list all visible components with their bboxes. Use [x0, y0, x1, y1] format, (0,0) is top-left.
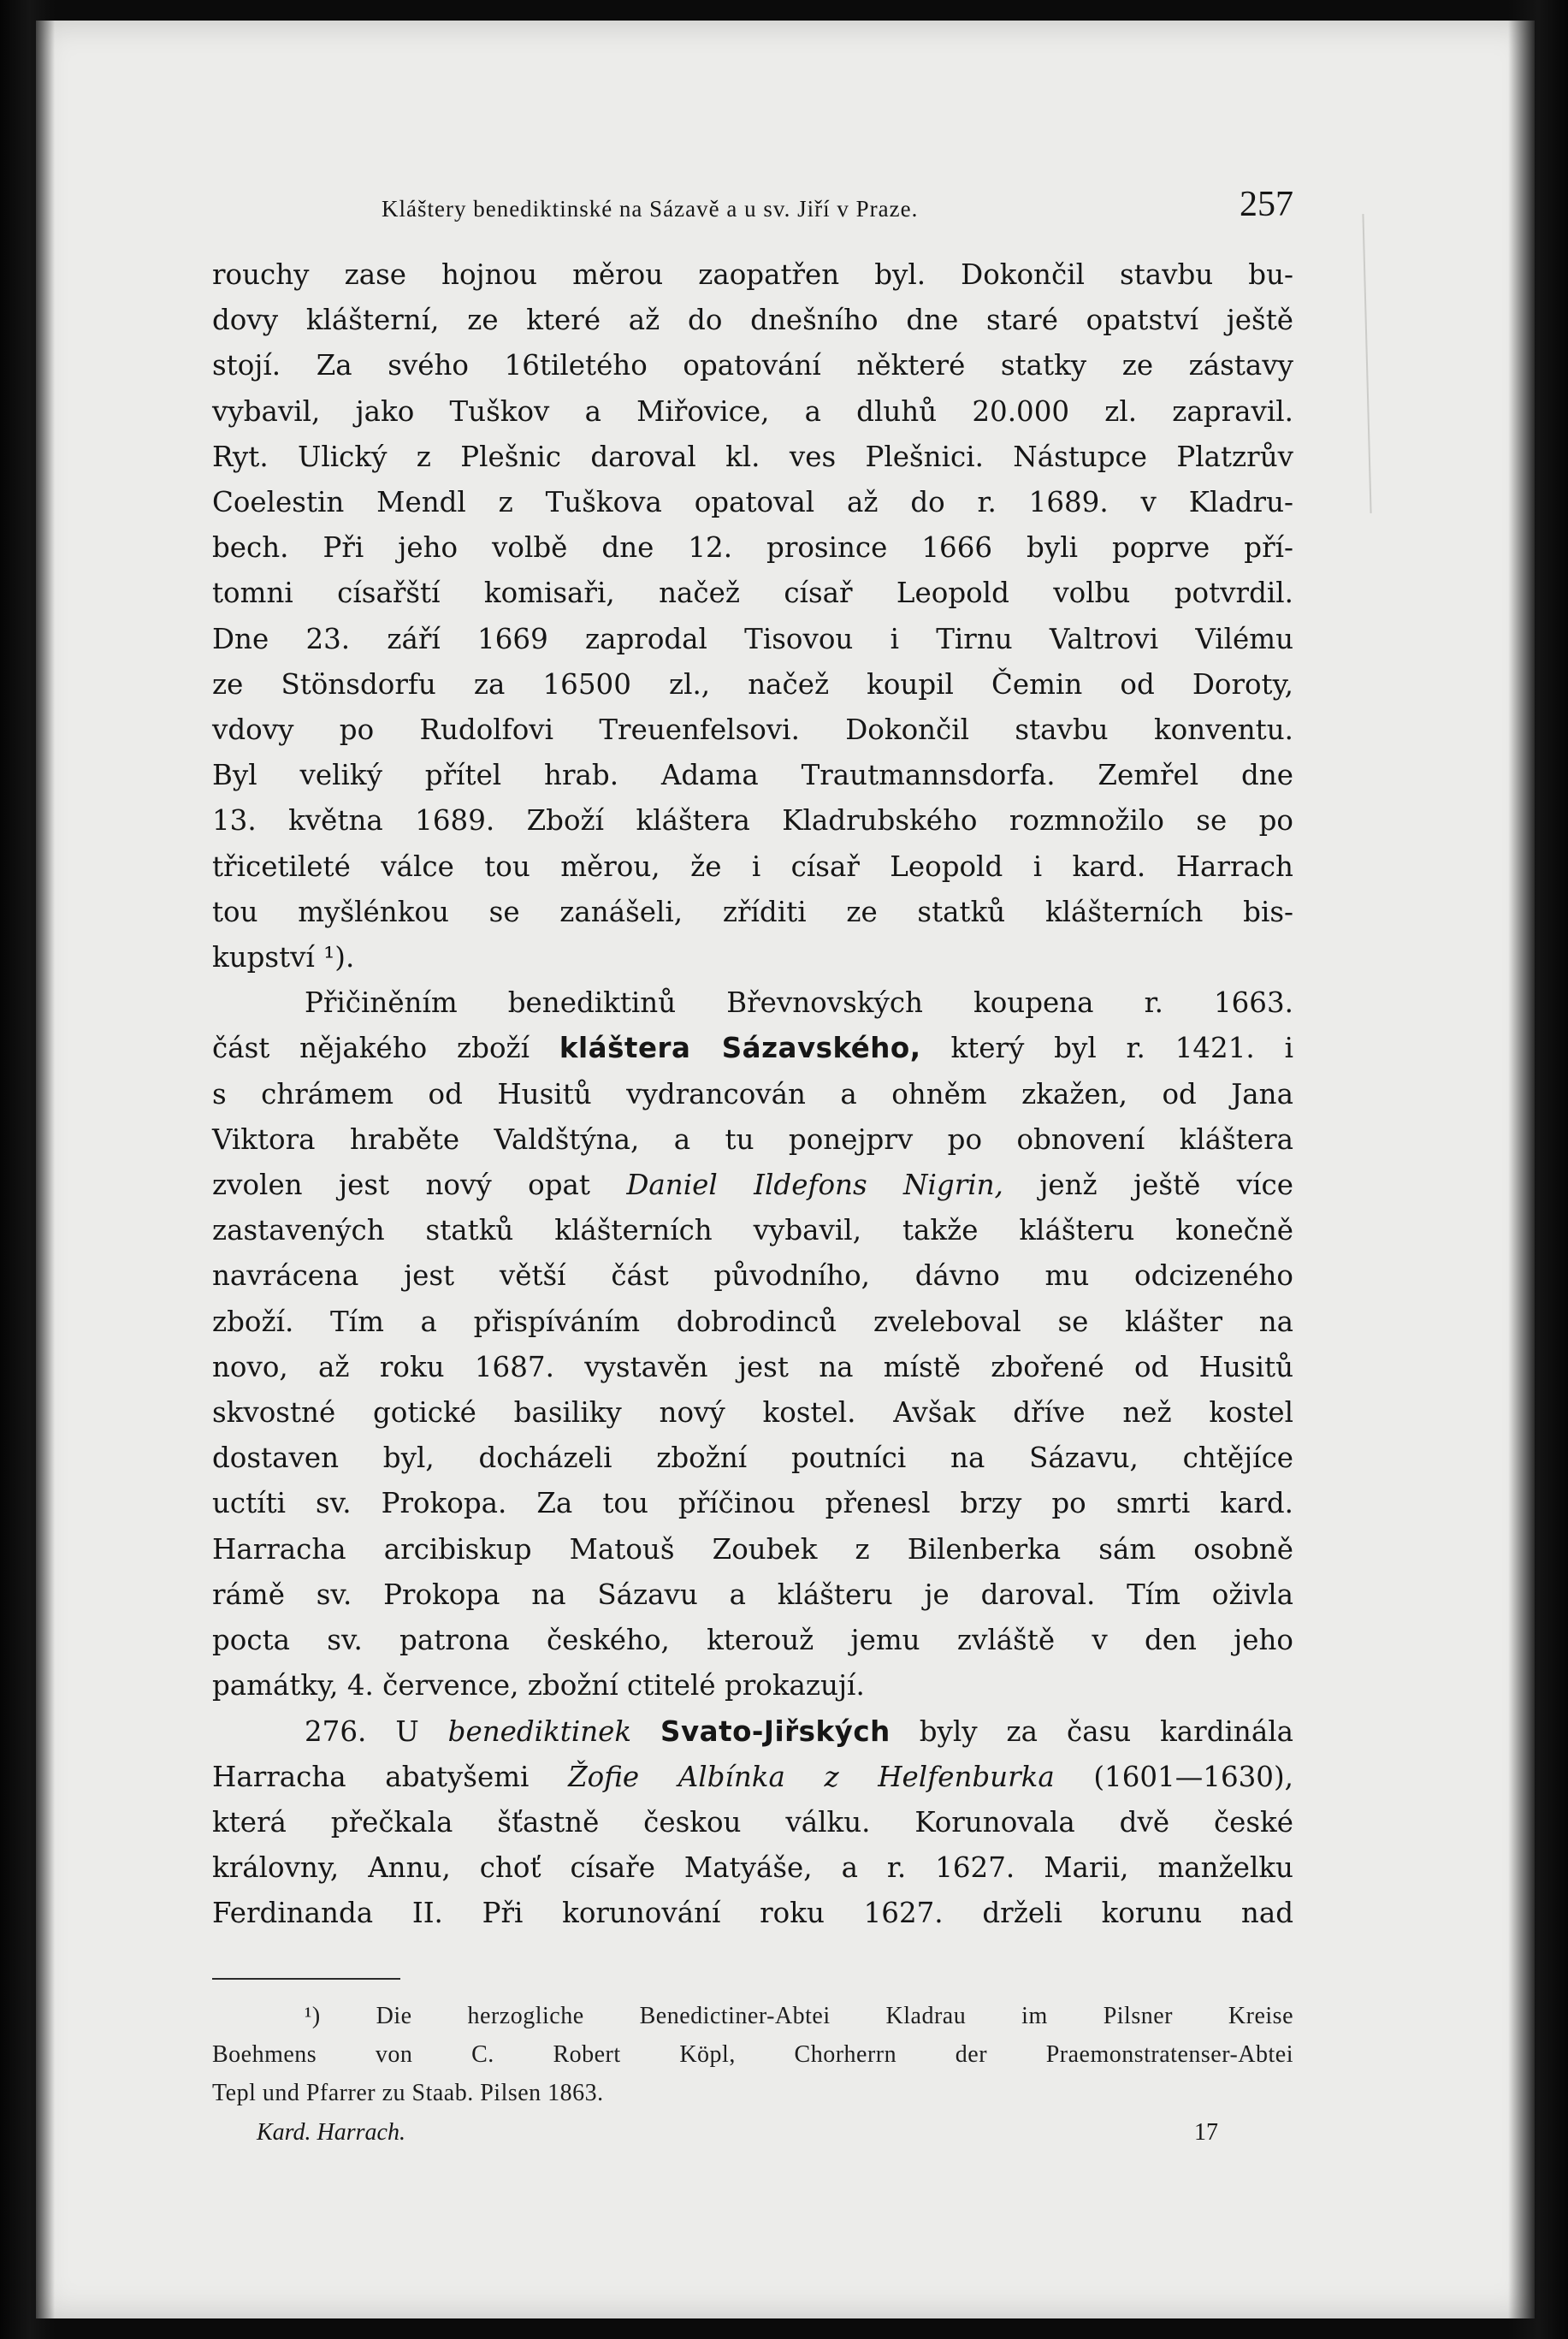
- text-line: tomni císařští komisaři, načež císař Leopold volbu potvrdil.: [212, 577, 1293, 610]
- page-number: 257: [1240, 185, 1293, 224]
- text-line: 13. května 1689. Zboží kláštera Kladrubského rozmnožilo se po: [212, 804, 1293, 838]
- emphasis-bold: kláštera Sázavského,: [559, 1032, 921, 1065]
- running-title: Kláštery benediktinské na Sázavě a u sv. Jiří v Praze.: [382, 196, 919, 222]
- text-line-with-emphasis: [212, 1755, 1293, 1800]
- text-fragment: zvolen jest nový opat: [212, 1169, 590, 1202]
- text-line: která přečkala šťastně českou válku. Korunovala dvě české: [212, 1805, 1293, 1839]
- text-fragment: Harracha abatyšemi: [212, 1760, 530, 1793]
- text-line: Viktora hraběte Valdštýna, a tu ponejprv po obnovení kláštera: [212, 1122, 1293, 1156]
- footnote-line: Tepl und Pfarrer zu Staab. Pilsen 1863.: [212, 2079, 604, 2106]
- text-line: skvostné gotické basiliky nový kostel. Avšak dříve než kostel: [212, 1396, 1293, 1430]
- scan-left-edge: [0, 0, 55, 2339]
- footnote-marker: ¹): [305, 2002, 321, 2029]
- text-line: zastavených statků klášterních vybavil, takže klášteru konečně: [212, 1214, 1293, 1247]
- signature-mark: Kard. Harrach.: [257, 2118, 405, 2146]
- emphasis-italic: Žofie Albínka z Helfenburka: [568, 1760, 1055, 1793]
- text-fragment: který byl r. 1421. i: [950, 1032, 1293, 1065]
- footnote: [212, 1997, 1293, 2112]
- text-line-with-emphasis: [212, 1163, 1293, 1208]
- signature-number: 17: [1194, 2118, 1218, 2146]
- book-page: [212, 184, 1293, 2152]
- text-line: pocta sv. patrona českého, kterouž jemu zvláště v den jeho: [212, 1624, 1293, 1657]
- scan-right-edge: [1508, 0, 1568, 2339]
- text-line: rámě sv. Prokopa na Sázavu a klášteru je daroval. Tím oživla: [212, 1578, 1293, 1611]
- text-line: vybavil, jako Tuškov a Miřovice, a dluhů 20.000 zl. zapravil.: [212, 394, 1293, 428]
- text-line: třicetileté válce tou měrou, že i císař Leopold i kard. Harrach: [212, 850, 1293, 883]
- footnote-line: [212, 1997, 1293, 2035]
- text-line: s chrámem od Husitů vydrancován a ohněm zkažen, od Jana: [212, 1077, 1293, 1110]
- footnote-line: Boehmens von C. Robert Köpl, Chorherrn der Praemonstratenser-Abtei: [212, 2040, 1293, 2068]
- footnote-separator: [212, 1978, 400, 1980]
- text-line: uctíti sv. Prokopa. Za tou příčinou přenesl brzy po smrti kard.: [212, 1487, 1293, 1520]
- text-line: rouchy zase hojnou měrou zaopatřen byl. Dokončil stavbu bu-: [212, 258, 1293, 291]
- text-line: navrácena jest větší část původního, dávno mu odcizeného: [212, 1259, 1293, 1293]
- text-fragment: byly za času kardinála: [919, 1714, 1293, 1748]
- text-line: stojí. Za svého 16tiletého opatování některé statky ze zástavy: [212, 349, 1293, 382]
- text-line: ze Stönsdorfu za 16500 zl., načež koupil Čemin od Doroty,: [212, 667, 1293, 701]
- text-line: tou myšlénkou se zanášeli, zříditi ze statků klášterních bis-: [212, 895, 1293, 928]
- text-fragment: (1601—1630),: [1093, 1760, 1293, 1793]
- text-fragment: Die herzogliche Benedictiner-Abtei Kladrau im Pilsner Kreise: [376, 2002, 1293, 2029]
- text-line: kupství ¹).: [212, 941, 355, 974]
- paragraph-number: 276.: [305, 1714, 367, 1748]
- text-fragment: U: [395, 1714, 419, 1748]
- text-line: Ryt. Ulický z Plešnic daroval kl. ves Plešnici. Nástupce Platzrův: [212, 440, 1293, 473]
- text-line: památky, 4. července, zbožní ctitelé prokazují.: [212, 1669, 865, 1702]
- text-line: Dne 23. září 1669 zaprodal Tisovou i Tirnu Valtrovi Vilému: [212, 622, 1293, 655]
- running-header: [212, 184, 1293, 237]
- emphasis-bold: Svato-Jiřských: [660, 1714, 891, 1748]
- text-line: Harracha arcibiskup Matouš Zoubek z Bilenberka sám osobně: [212, 1532, 1293, 1566]
- emphasis-italic: benediktinek: [447, 1714, 632, 1748]
- text-line: bech. Při jeho volbě dne 12. prosince 1666 byli poprve pří-: [212, 531, 1293, 565]
- text-line: zboží. Tím a přispíváním dobrodinců zveleboval se klášter na: [212, 1305, 1293, 1338]
- signature-line: [212, 2114, 1293, 2152]
- text-line-with-emphasis: [212, 1026, 1293, 1071]
- paragraph-start-line: Přičiněním benediktinů Břevnovských koupena r. 1663.: [305, 986, 1293, 1020]
- emphasis-italic: Daniel Ildefons Nigrin,: [626, 1169, 1003, 1202]
- text-line: vdovy po Rudolfovi Treuenfelsovi. Dokončil stavbu konventu.: [212, 714, 1293, 747]
- main-text: [212, 252, 1293, 1937]
- text-line: královny, Annu, choť císaře Matyáše, a r. 1627. Marii, manželku: [212, 1851, 1293, 1885]
- text-line: dostaven byl, docházeli zbožní poutníci na Sázavu, chtějíce: [212, 1442, 1293, 1475]
- text-line: dovy klášterní, ze které až do dnešního dne staré opatství ještě: [212, 304, 1293, 337]
- text-fragment: jenž ještě více: [1039, 1169, 1293, 1202]
- text-fragment: část nějakého zboží: [212, 1032, 530, 1065]
- text-line: Ferdinanda II. Při korunování roku 1627. drželi korunu nad: [212, 1897, 1293, 1930]
- paragraph-start-line: [212, 1709, 1293, 1755]
- text-line: novo, až roku 1687. vystavěn jest na místě zbořené od Husitů: [212, 1350, 1293, 1383]
- text-line: Coelestin Mendl z Tuškova opatoval až do r. 1689. v Kladru-: [212, 486, 1293, 519]
- text-line: Byl veliký přítel hrab. Adama Trautmannsdorfa. Zemřel dne: [212, 759, 1293, 792]
